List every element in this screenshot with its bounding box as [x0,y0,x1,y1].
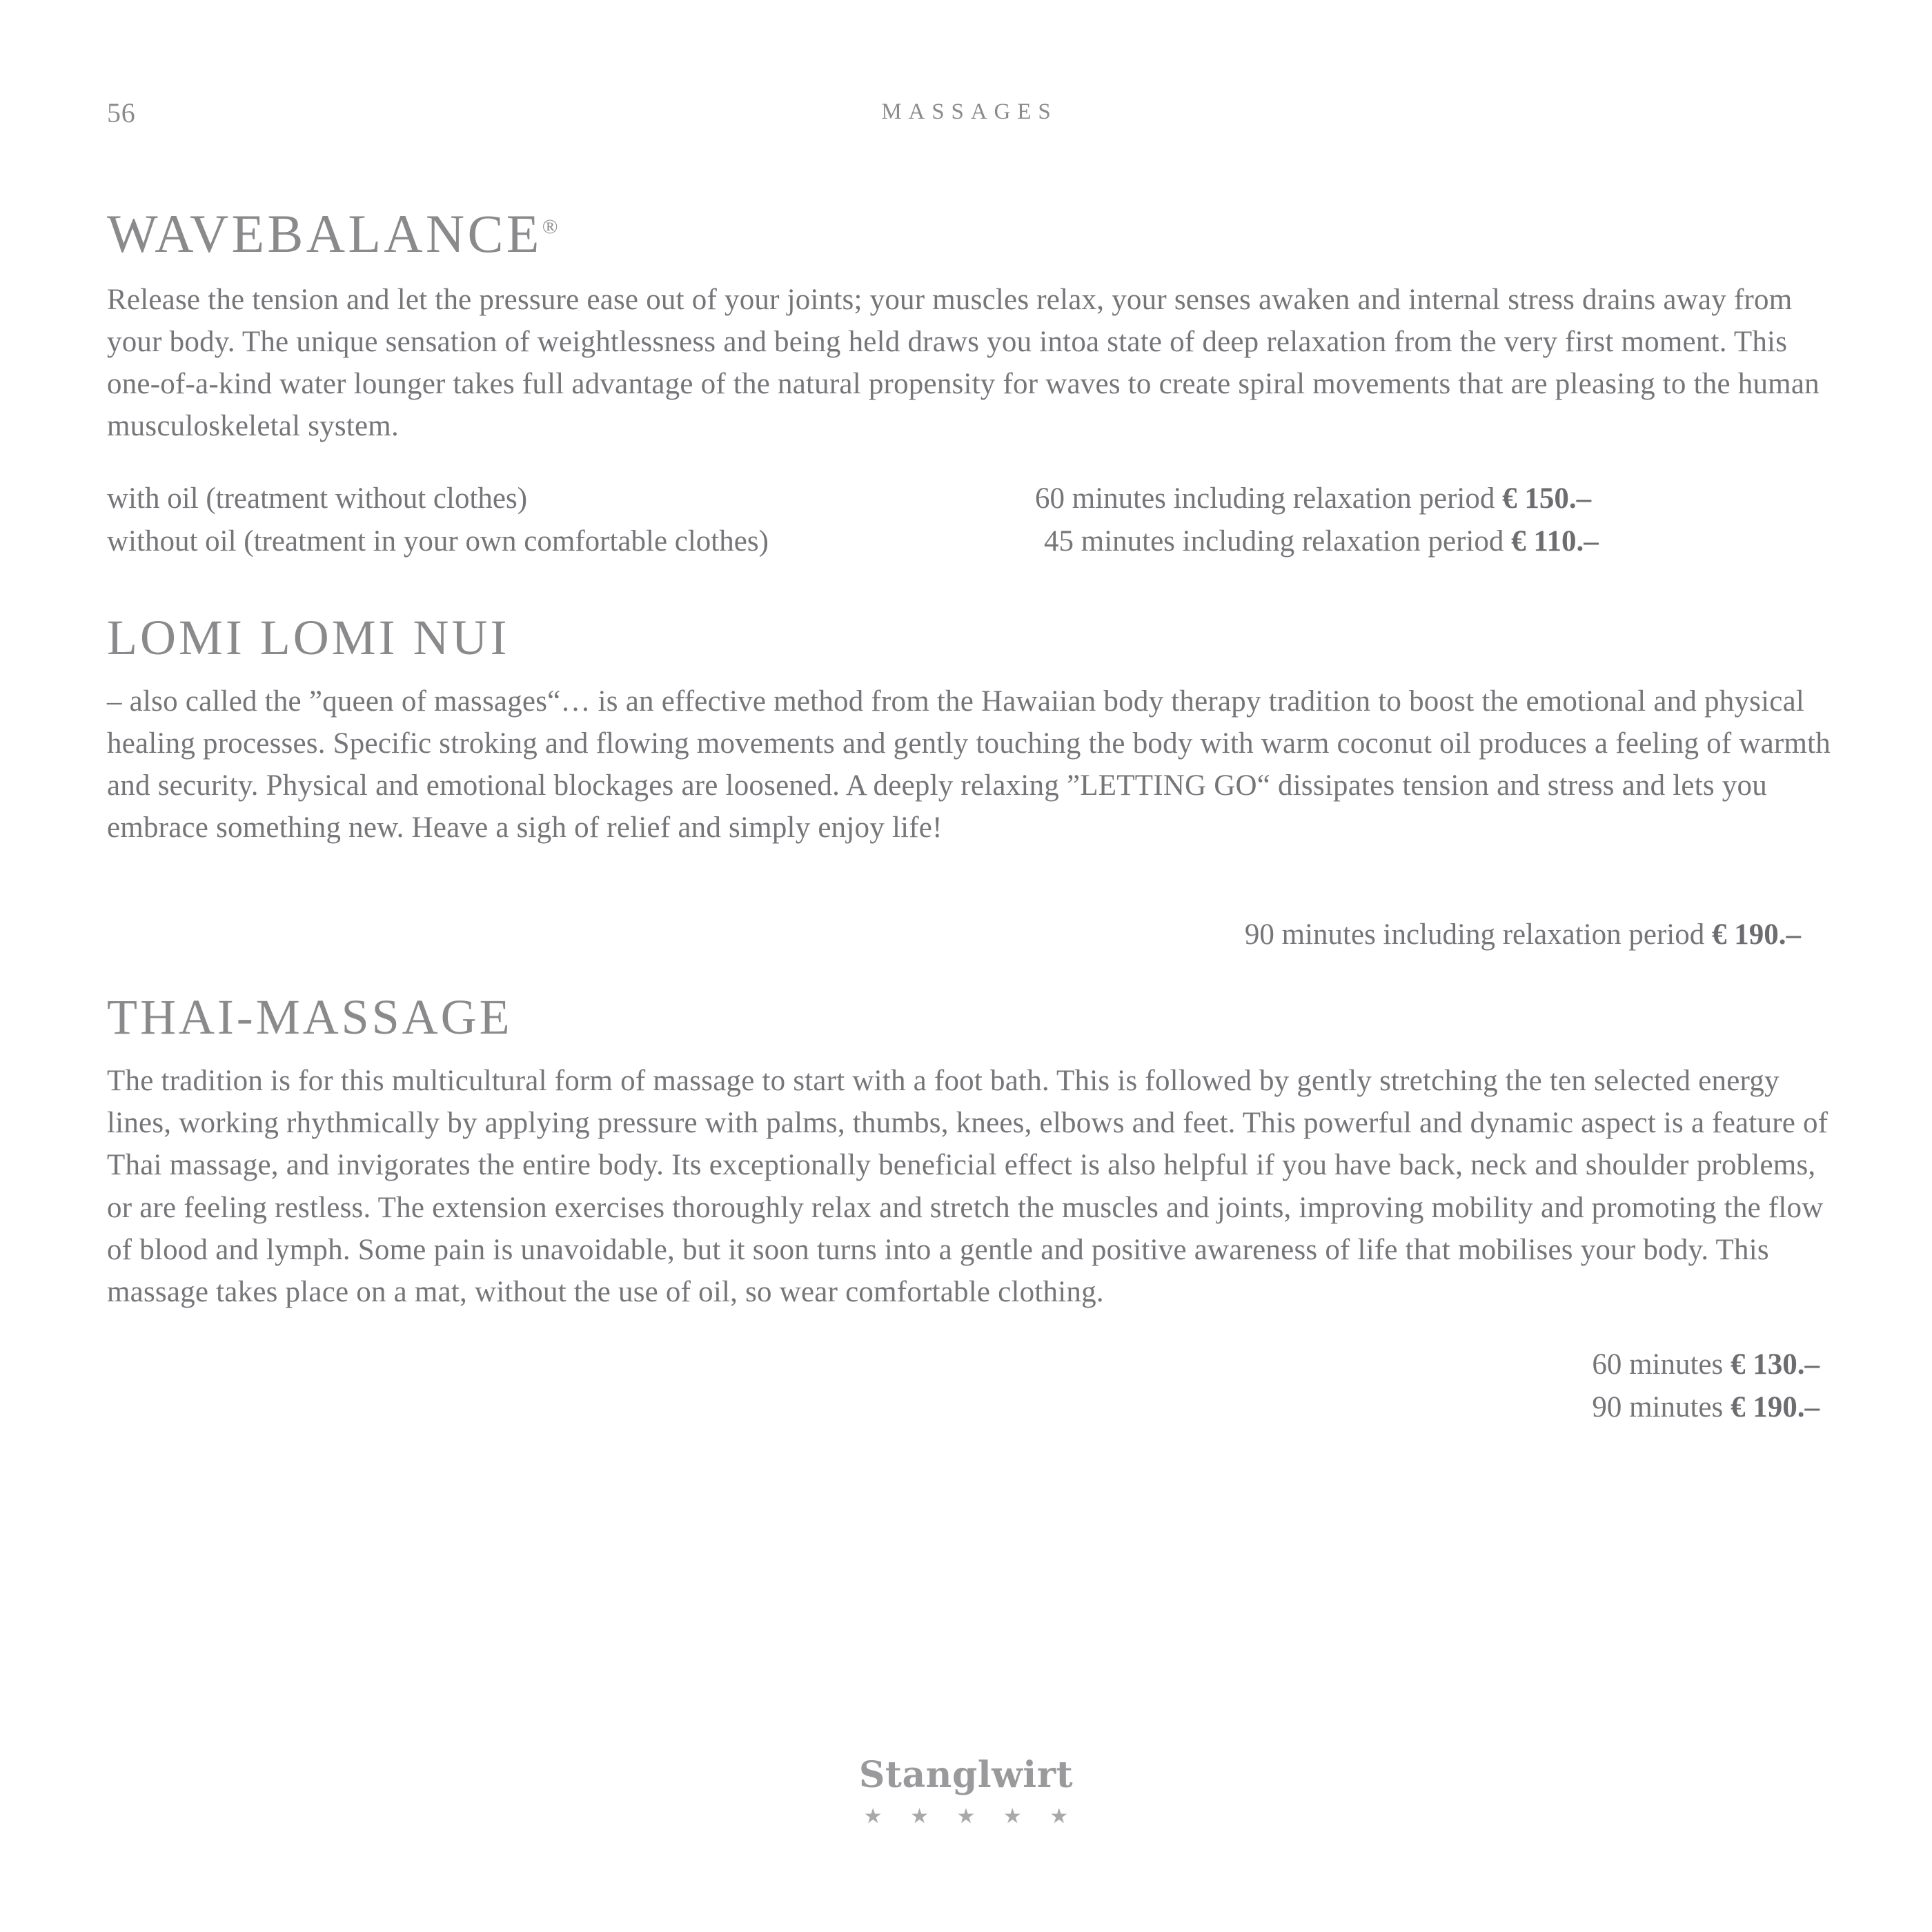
star-rating-icon: ★ ★ ★ ★ ★ [863,1805,1080,1828]
price-value [1245,914,1801,956]
section-title-wavebalance-text: WAVEBALANCE [107,204,542,264]
price-row [107,520,1832,563]
price-duration: 90 minutes including relaxation period [1244,918,1712,952]
page-content [107,204,1832,1429]
price-value [1592,1343,1820,1386]
price-amount: € 110.– [1511,525,1599,558]
section-spacer [107,563,1832,613]
price-block-lomi-lomi-nui [107,879,1832,956]
price-amount: € 130.– [1731,1348,1820,1381]
section-body-lomi-lomi-nui: – also called the ”queen of massages“… is an effective method from the Hawaiian body therapy tradition to boost the emotional and physical healing processes. Specific stroking and flowing movements and gently touching the body with warm coconut oil produces a feeling of warmth and security. Physical and emotional blockages are loosened. A deeply relaxing ”LETTING GO“ dissipates tension and stress and lets you embrace something new. Heave a sigh of relief and simply enjoy life! [107,685,1831,845]
price-row [107,1386,1832,1429]
section-body-wavebalance: Release the tension and let the pressure ease out of your joints; your muscles relax, your senses awaken and internal stress drains away from your body. The unique sensation of weightlessness and being held draws you intoa state of deep relaxation from the very first moment. This one-of-a-kind water lounger takes full advantage of the natural propensity for waves to create spiral movements that are pleasing to the human musculoskeletal system. [107,284,1820,443]
price-amount: € 190.– [1731,1390,1820,1423]
price-label: with oil (treatment without clothes) [107,482,528,515]
price-value [1592,1386,1820,1428]
section-spacer [107,956,1832,992]
price-row [107,1343,1832,1386]
price-value [1044,520,1599,562]
price-amount: € 190.– [1712,918,1801,952]
section-title-wavebalance [107,204,1832,264]
running-head-title: MASSAGES [881,99,1058,124]
price-duration: 60 minutes including relaxation period [1035,482,1503,515]
price-label: without oil (treatment in your own comfortable clothes) [107,525,769,558]
registered-trademark-icon: ® [542,215,558,238]
price-duration: 45 minutes including relaxation period [1044,525,1512,558]
section-body-thai-massage: The tradition is for this multicultural form of massage to start with a foot bath. This is followed by gently stretching the ten selected energy lines, working rhythmically by applying pressure with palms, thumbs, knees, elbows and feet. This powerful and dynamic aspect is a feature of Thai massage, and invigorates the entire body. Its exceptionally beneficial effect is also helpful if you have back, neck and shoulder problems, or are feeling restless. The extension exercises thoroughly relax and stretch the muscles and joints, improving mobility and promoting the flow of blood and lymph. Some pain is unavoidable, but it soon turns into a gentle and positive awareness of life that mobilises your body. This massage takes place on a mat, without the use of oil, so wear comfortable clothing. [107,1065,1828,1308]
price-spacer [107,879,1832,914]
price-block-wavebalance [107,477,1832,563]
price-block-thai-massage [107,1343,1832,1429]
section-title-lomi-lomi-nui: LOMI LOMI NUI [107,610,510,666]
price-duration: 90 minutes [1592,1390,1731,1423]
section-title-thai-massage: THAI-MASSAGE [107,989,513,1045]
brand-logo: Stanglwirt [858,1754,1074,1796]
footer [0,1754,1932,1828]
price-row [107,914,1832,956]
page-number: 56 [107,97,136,128]
price-row [107,477,1832,520]
price-value [1035,477,1591,520]
price-duration: 60 minutes [1592,1348,1731,1381]
running-head [0,97,1932,131]
price-amount: € 150.– [1502,482,1592,515]
